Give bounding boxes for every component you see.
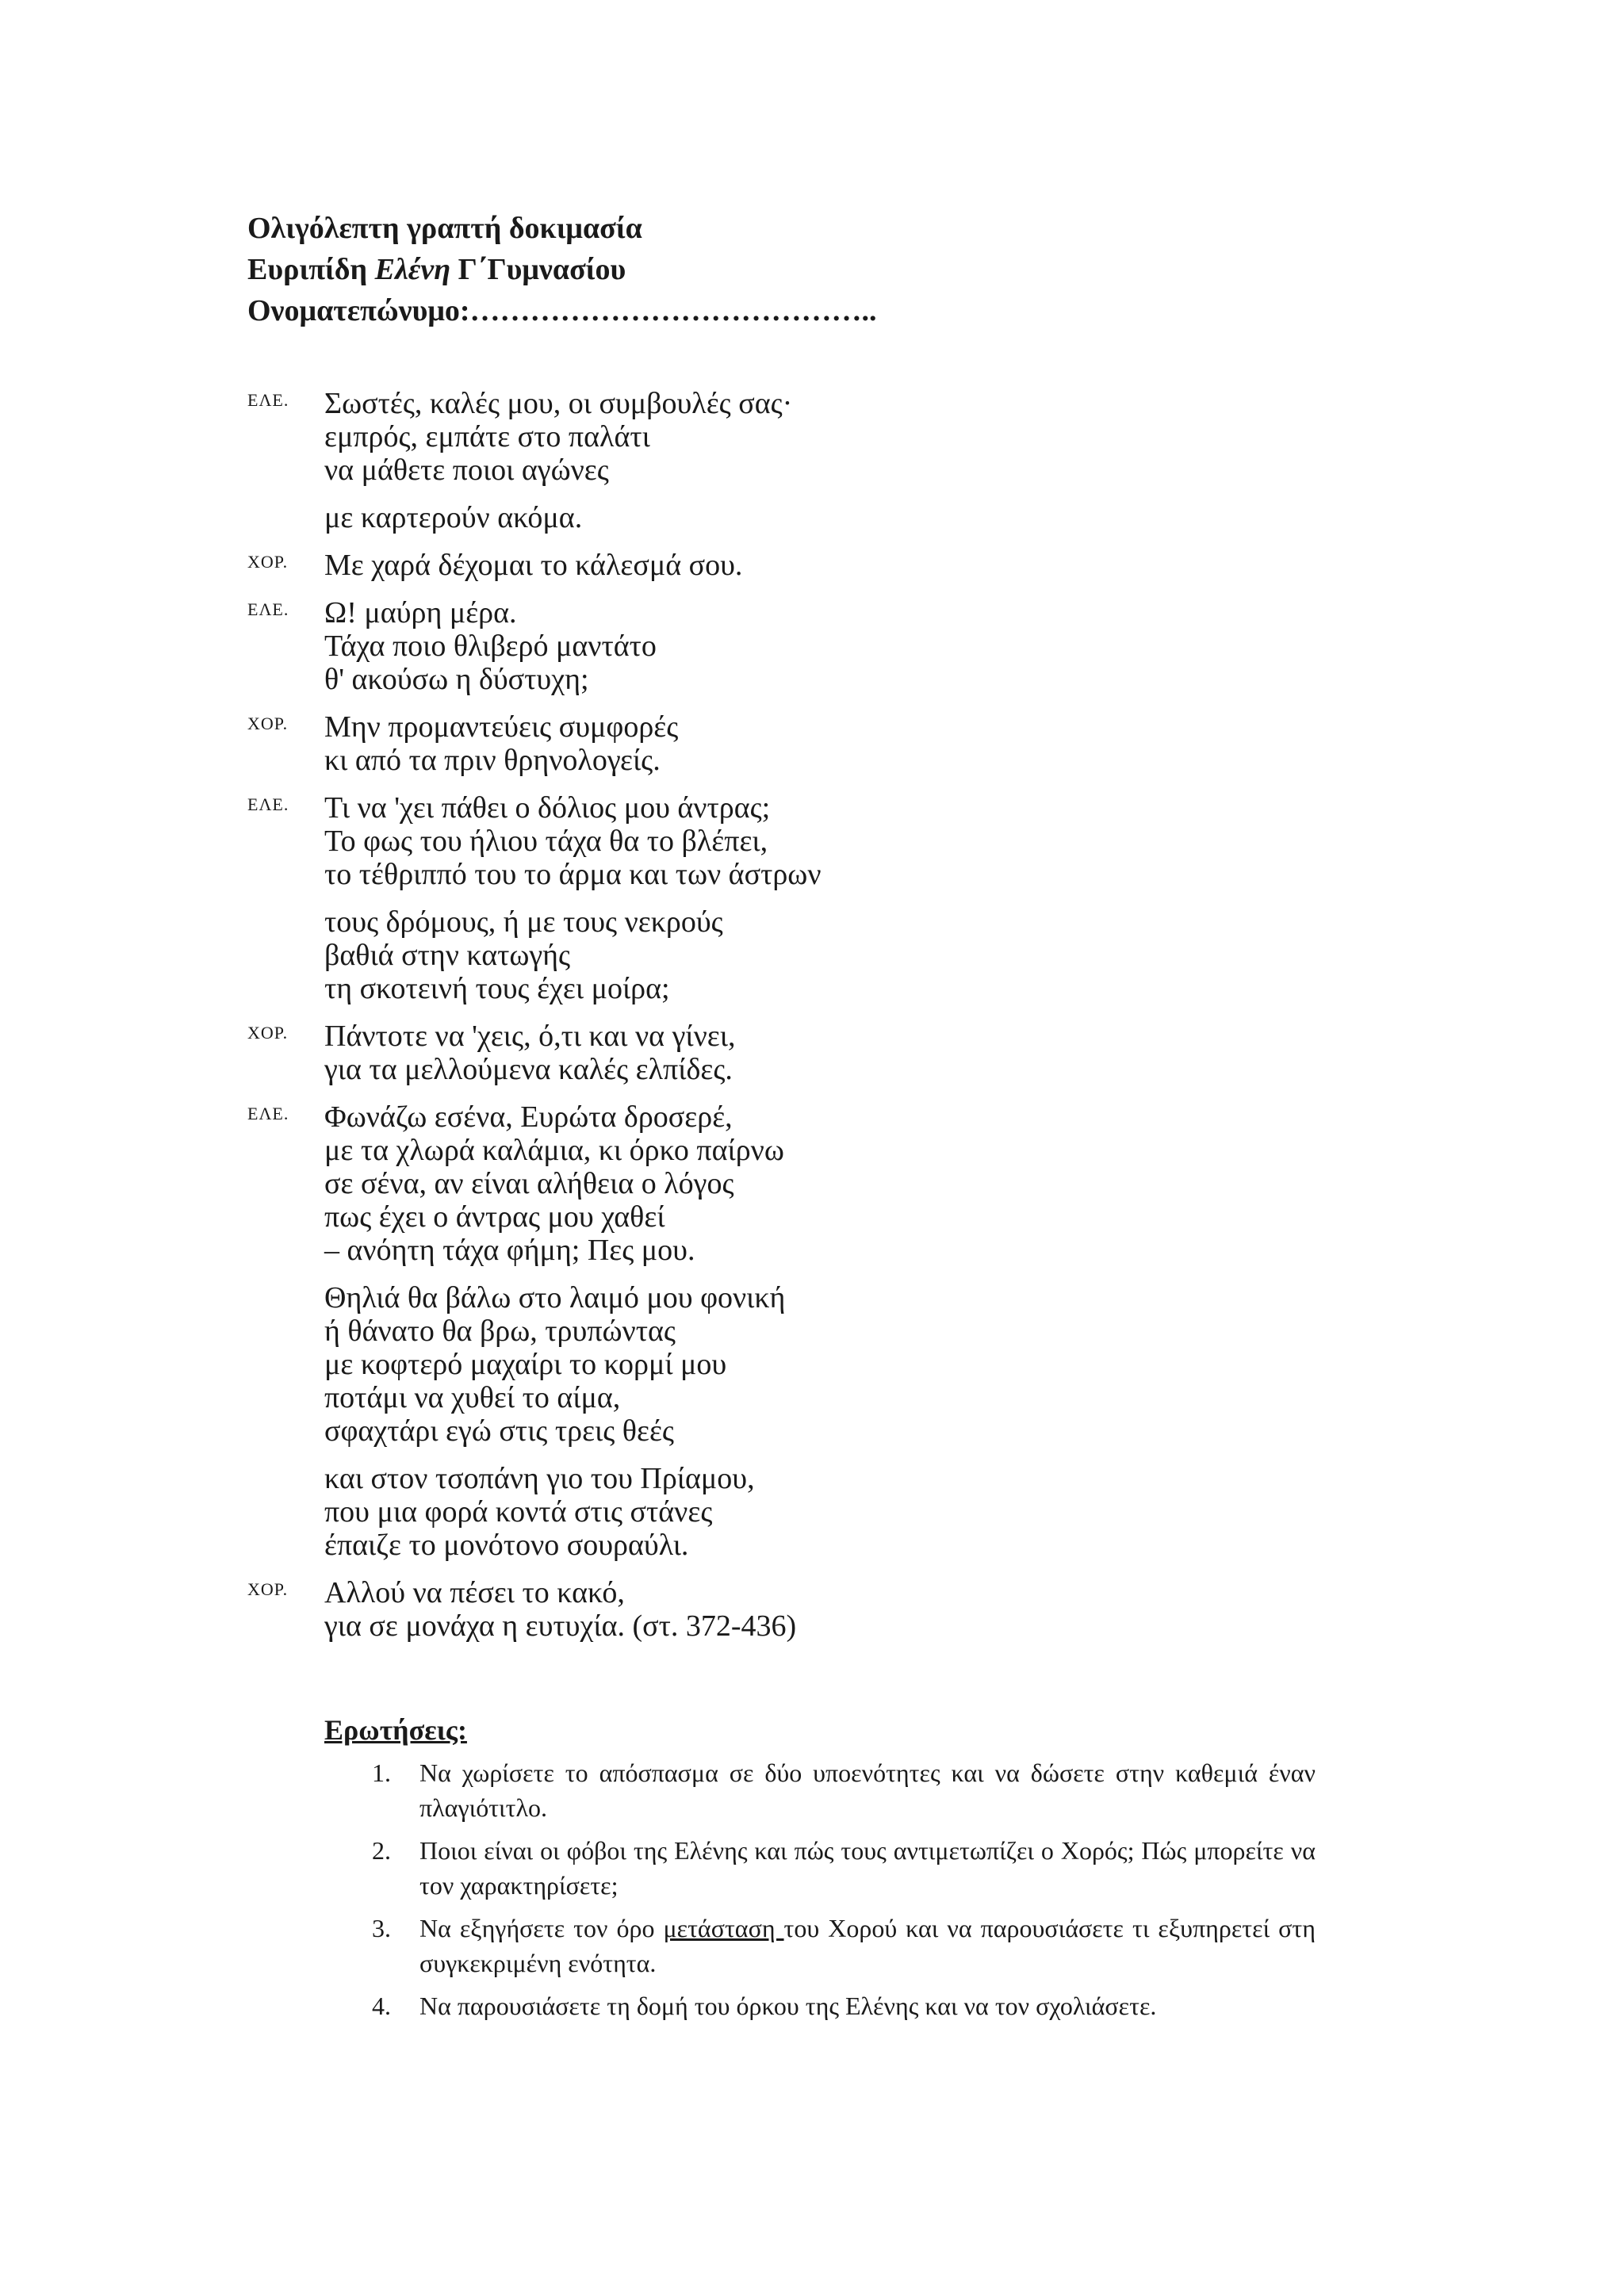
subtitle-work: Ελένη <box>374 253 451 286</box>
verse-lines <box>324 1281 1358 1448</box>
verse-block <box>247 1100 1358 1267</box>
document-header <box>247 208 877 331</box>
verse-lines <box>324 1462 1358 1562</box>
verse-line: ποτάμι να χυθεί το αίμα, <box>324 1381 621 1414</box>
exam-subtitle <box>247 249 877 290</box>
verse-line: Αλλού να πέσει το κακό, <box>324 1576 625 1609</box>
question-item <box>324 1988 1316 2023</box>
subtitle-class: Γ΄Γυμνασίου <box>450 253 626 286</box>
verse-lines <box>324 549 1358 582</box>
verse-line: Φωνάζω εσένα, Ευρώτα δροσερέ, <box>324 1100 733 1134</box>
verse-line: βαθιά στην κατωγής <box>324 939 571 972</box>
verse-block <box>247 1576 1358 1643</box>
verse-block <box>247 1020 1358 1086</box>
question-text-post: του Χορού και να παρουσιάσετε τι εξυπηρετεί στη συγκεκριμένη ενότητα. <box>419 1914 1316 1977</box>
verse-line: τους δρόμους, ή με τους νεκρούς <box>324 905 723 939</box>
verse-line: έπαιζε το μονότονο σουραύλι. <box>324 1529 689 1562</box>
verse-block <box>247 387 1358 487</box>
verse-line: που μια φορά κοντά στις στάνες <box>324 1495 713 1529</box>
speaker-label: ΕΛΕ. <box>247 1104 289 1123</box>
verse-line: πως έχει ο άντρας μου χαθεί <box>324 1200 665 1234</box>
verse-line: εμπρός, εμπάτε στο παλάτι <box>324 420 650 453</box>
verse-line: σφαχτάρι εγώ στις τρεις θεές <box>324 1414 674 1448</box>
verse-lines <box>324 501 1358 534</box>
verse-block <box>247 1281 1358 1448</box>
speaker-label: ΕΛΕ. <box>247 390 289 410</box>
speaker-label: ΕΛΕ. <box>247 794 289 814</box>
speaker-label: ΕΛΕ. <box>247 599 289 619</box>
verse-line: Το φως του ήλιου τάχα θα το βλέπει, <box>324 825 768 858</box>
question-item <box>324 1755 1316 1825</box>
verse-line: να μάθετε ποιοι αγώνες <box>324 453 609 487</box>
verse-line: για σε μονάχα η ευτυχία. (στ. 372-436) <box>324 1609 797 1643</box>
verse-line: ή θάνατο θα βρω, τρυπώντας <box>324 1314 676 1348</box>
name-field: Ονοματεπώνυμο:………………………………….. <box>247 294 877 327</box>
questions-section <box>324 1711 1316 2031</box>
verse-block <box>247 501 1358 534</box>
verse-line: με καρτερούν ακόμα. <box>324 501 583 534</box>
verse-line: Τι να 'χει πάθει ο δόλιος μου άντρας; <box>324 791 771 825</box>
verse-block <box>247 905 1358 1005</box>
question-item <box>324 1833 1316 1903</box>
verse-line: με τα χλωρά καλάμια, κι όρκο παίρνω <box>324 1134 784 1167</box>
speaker-label: ΧΟΡ. <box>247 1023 289 1043</box>
verse-lines <box>324 791 1358 891</box>
question-item <box>324 1911 1316 1980</box>
verse-line: για τα μελλούμενα καλές ελπίδες. <box>324 1053 733 1086</box>
question-number: 4. <box>372 1992 391 2020</box>
question-text-pre: Να εξηγήσετε τον όρο <box>419 1914 664 1942</box>
verse-line: Μην προμαντεύεις συμφορές <box>324 710 679 744</box>
verse-text <box>247 387 1358 1657</box>
questions-title: Ερωτήσεις: <box>324 1714 467 1746</box>
verse-line: Σωστές, καλές μου, οι συμβουλές σας· <box>324 387 793 420</box>
question-text: Να χωρίσετε το απόσπασμα σε δύο υποενότητες και να δώσετε στην καθεμιά έναν πλαγιότιτλο. <box>419 1758 1316 1822</box>
verse-line: θ' ακούσω η δύστυχη; <box>324 663 589 696</box>
exam-title: Ολιγόλεπτη γραπτή δοκιμασία <box>247 212 642 245</box>
verse-line: – ανόητη τάχα φήμη; Πες μου. <box>324 1234 695 1267</box>
verse-block <box>247 710 1358 777</box>
speaker-label: ΧΟΡ. <box>247 552 289 572</box>
verse-lines <box>324 1020 1358 1086</box>
verse-lines <box>324 905 1358 1005</box>
verse-line: Θηλιά θα βάλω στο λαιμό μου φονική <box>324 1281 786 1314</box>
questions-list <box>324 1755 1316 2023</box>
verse-line: το τέθριππό του το άρμα και των άστρων <box>324 858 822 891</box>
verse-lines <box>324 1100 1358 1267</box>
verse-line: Ω! μαύρη μέρα. <box>324 596 517 629</box>
verse-line: και στον τσοπάνη γιο του Πρίαμου, <box>324 1462 755 1495</box>
question-number: 3. <box>372 1914 391 1942</box>
verse-block <box>247 791 1358 891</box>
subtitle-author: Ευριπίδη <box>247 253 375 286</box>
verse-line: σε σένα, αν είναι αλήθεια ο λόγος <box>324 1167 734 1200</box>
question-term: μετάσταση <box>663 1914 784 1942</box>
verse-line: με κοφτερό μαχαίρι το κορμί μου <box>324 1348 727 1381</box>
verse-lines <box>324 1576 1358 1643</box>
verse-block <box>247 549 1358 582</box>
verse-block <box>247 1462 1358 1562</box>
question-text: Να παρουσιάσετε τη δομή του όρκου της Ελένης και να τον σχολιάσετε. <box>419 1992 1157 2020</box>
speaker-label: ΧΟΡ. <box>247 714 289 733</box>
verse-lines <box>324 387 1358 487</box>
verse-line: κι από τα πριν θρηνολογείς. <box>324 744 661 777</box>
verse-line: Πάντοτε να 'χεις, ό,τι και να γίνει, <box>324 1020 736 1053</box>
question-number: 2. <box>372 1836 391 1865</box>
verse-line: Τάχα ποιο θλιβερό μαντάτο <box>324 629 657 663</box>
question-number: 1. <box>372 1758 391 1787</box>
verse-line: τη σκοτεινή τους έχει μοίρα; <box>324 972 670 1005</box>
verse-line: Με χαρά δέχομαι το κάλεσμά σου. <box>324 549 743 582</box>
verse-lines <box>324 596 1358 696</box>
verse-lines <box>324 710 1358 777</box>
speaker-label: ΧΟΡ. <box>247 1579 289 1599</box>
question-text: Ποιοι είναι οι φόβοι της Ελένης και πώς τους αντιμετωπίζει ο Χορός; Πώς μπορείτε να τον χαρακτηρίσετε; <box>419 1836 1316 1900</box>
verse-block <box>247 596 1358 696</box>
